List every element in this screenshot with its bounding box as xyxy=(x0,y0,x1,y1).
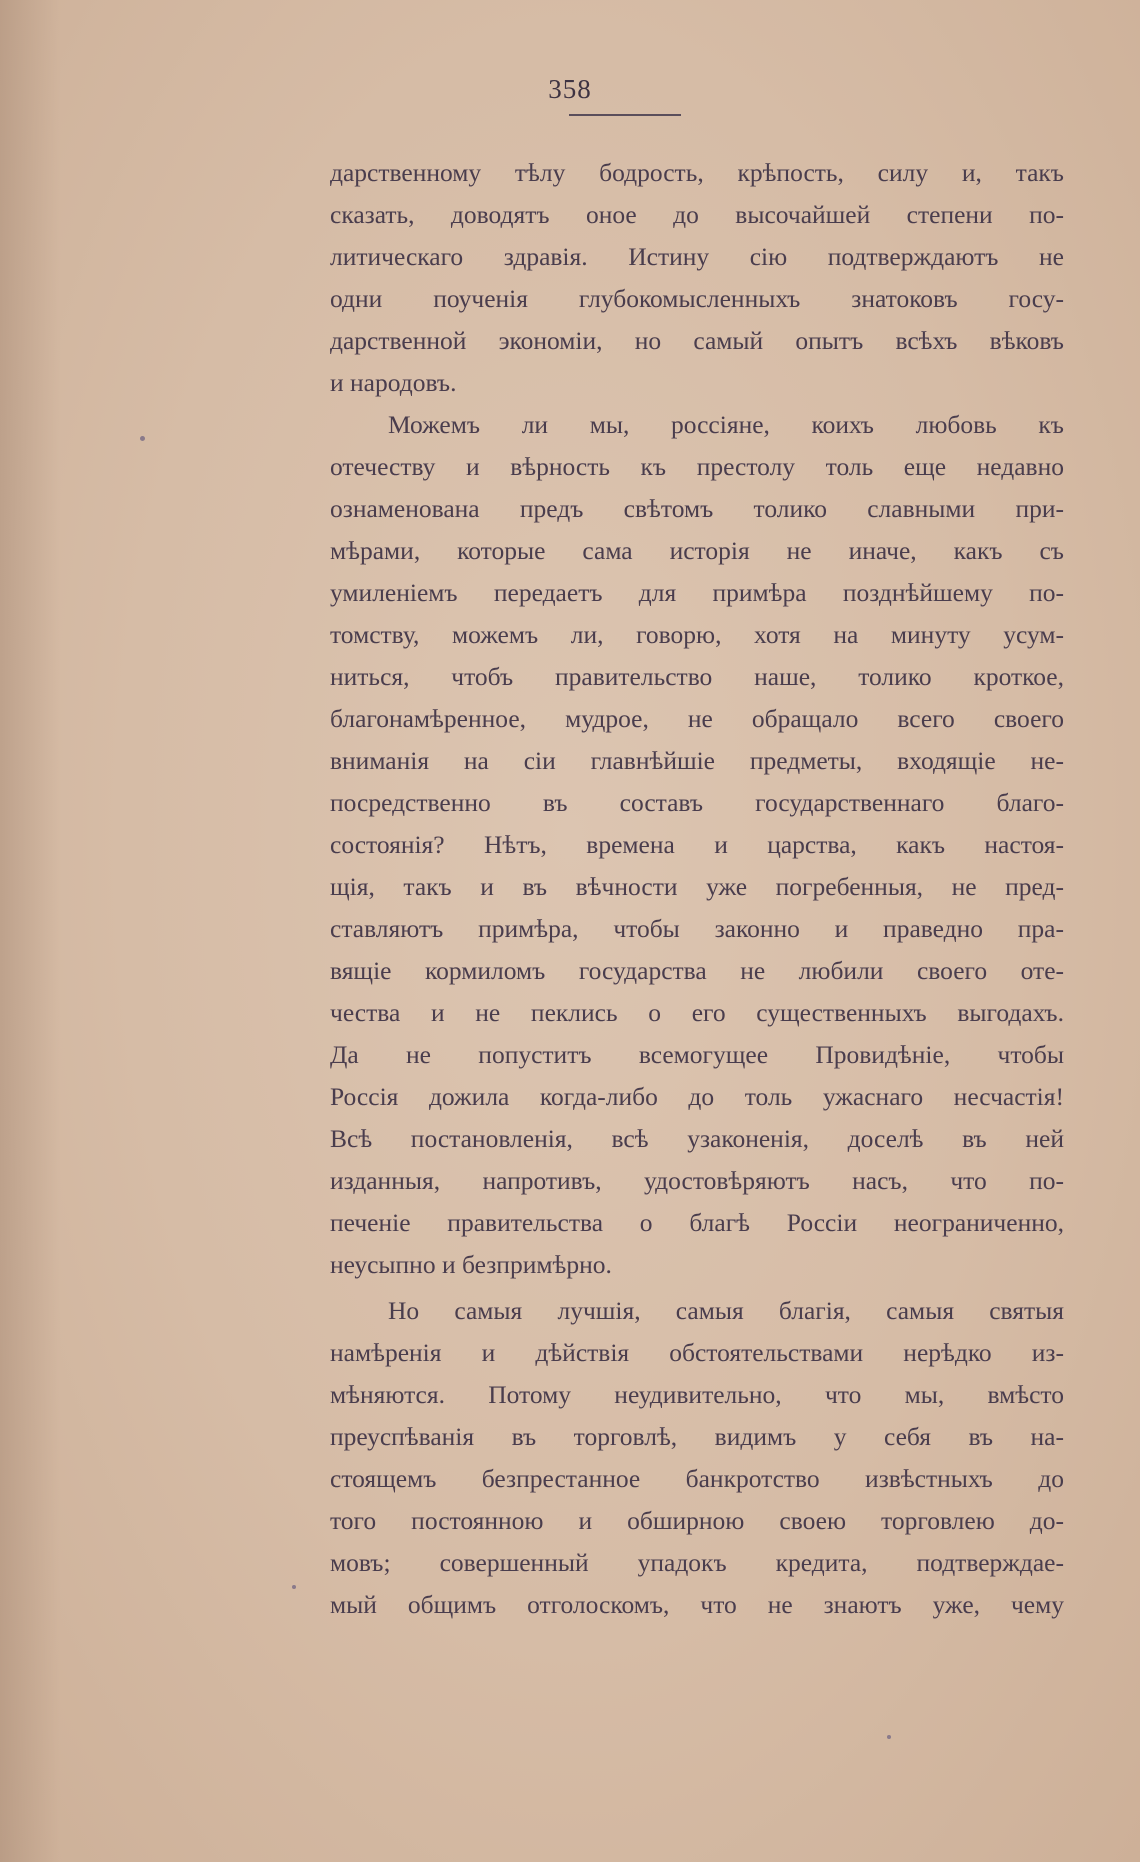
text-line: изданныя, напротивъ, удостовѣряютъ насъ, что по- xyxy=(330,1166,1064,1195)
text-line: ознаменована предъ свѣтомъ толико славными при- xyxy=(330,494,1064,523)
text-line: вниманія на сіи главнѣйшіе предметы, входящіе не- xyxy=(330,746,1064,775)
text-line: посредственно въ составъ государственнаго благо- xyxy=(330,788,1064,817)
text-line: Можемъ ли мы, россіяне, коихъ любовь къ xyxy=(388,410,1064,439)
text-line: намѣренія и дѣйствія обстоятельствами нерѣдко из- xyxy=(330,1338,1064,1367)
text-line: Россія дожила когда-либо до толь ужаснаго несчастія! xyxy=(330,1082,1064,1111)
text-line: печеніе правительства о благѣ Россіи неограниченно, xyxy=(330,1208,1064,1237)
text-line: того постоянною и обширною своею торговлею до- xyxy=(330,1506,1064,1535)
text-line: состоянія? Нѣтъ, времена и царства, какъ настоя- xyxy=(330,830,1064,859)
text-line: умиленіемъ передаетъ для примѣра позднѣйшему по- xyxy=(330,578,1064,607)
text-line: благонамѣренное, мудрое, не обращало всего своего xyxy=(330,704,1064,733)
text-line: дарственному тѣлу бодрость, крѣпость, силу и, такъ xyxy=(330,158,1064,187)
text-line: и народовъ. xyxy=(330,368,457,397)
text-line: ниться, чтобъ правительство наше, толико кроткое, xyxy=(330,662,1064,691)
text-line: неусыпно и безпримѣрно. xyxy=(330,1250,612,1279)
body-text xyxy=(330,152,1064,1626)
text-line: мѣрами, которые сама исторія не иначе, какъ съ xyxy=(330,536,1064,565)
text-line: Всѣ постановленія, всѣ узаконенія, доселѣ въ ней xyxy=(330,1124,1064,1153)
text-line: Да не попуститъ всемогущее Провидѣніе, чтобы xyxy=(330,1040,1064,1069)
text-line: мѣняются. Потому неудивительно, что мы, вмѣсто xyxy=(330,1380,1064,1409)
text-line: отечеству и вѣрность къ престолу толь еще недавно xyxy=(330,452,1064,481)
text-line: литическаго здравія. Истину сію подтверждаютъ не xyxy=(330,242,1064,271)
text-line: мый общимъ отголоскомъ, что не знаютъ уже, чему xyxy=(330,1590,1064,1619)
text-line: дарственной экономіи, но самый опытъ всѣхъ вѣковъ xyxy=(330,326,1064,355)
text-line: томству, можемъ ли, говорю, хотя на минуту усум- xyxy=(330,620,1064,649)
text-line: ставляютъ примѣра, чтобы законно и праведно пра- xyxy=(330,914,1064,943)
paper-speck xyxy=(887,1735,891,1739)
text-line: щія, такъ и въ вѣчности уже погребенныя, не пред- xyxy=(330,872,1064,901)
text-line: стоящемъ безпрестанное банкротство извѣстныхъ до xyxy=(330,1464,1064,1493)
text-line: одни поученія глубокомысленныхъ знатоковъ госу- xyxy=(330,284,1064,313)
text-line: сказать, доводятъ оное до высочайшей степени по- xyxy=(330,200,1064,229)
paper-speck xyxy=(292,1585,296,1589)
text-line: чества и не пеклись о его существенныхъ выгодахъ. xyxy=(330,998,1064,1027)
paper-speck xyxy=(140,436,145,441)
text-line: Но самыя лучшія, самыя благія, самыя святыя xyxy=(388,1296,1064,1325)
text-line: вящіе кормиломъ государства не любили своего оте- xyxy=(330,956,1064,985)
text-line: преуспѣванія въ торговлѣ, видимъ у себя въ на- xyxy=(330,1422,1064,1451)
text-line: мовъ; совершенный упадокъ кредита, подтверждае- xyxy=(330,1548,1064,1577)
page-number-rule xyxy=(569,114,681,116)
page-number: 358 xyxy=(548,74,592,104)
